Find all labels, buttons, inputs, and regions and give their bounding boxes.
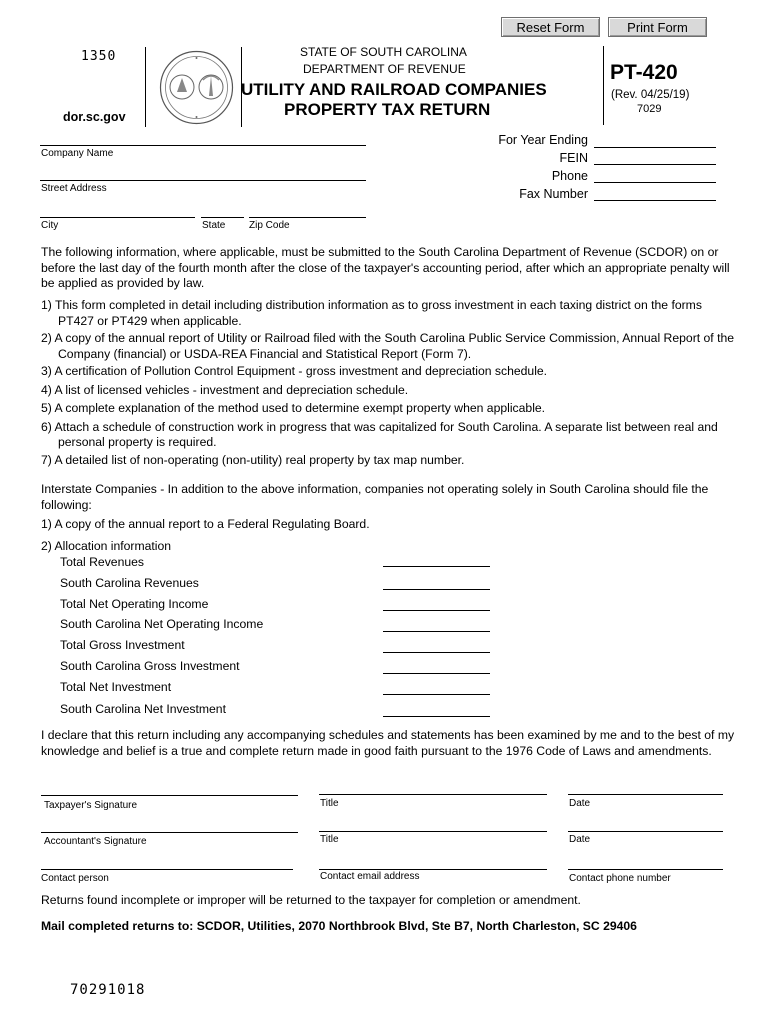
date-label-2: Date — [569, 834, 591, 845]
sc-net-operating-income-input[interactable] — [383, 618, 490, 632]
contact-person-input[interactable] — [41, 856, 293, 870]
state-seal-icon — [159, 50, 234, 125]
requirement-item: 3) A certification of Pollution Control Equipment - gross investment and depreciation schedule. — [41, 364, 548, 378]
year-ending-input[interactable] — [594, 134, 716, 148]
allocation-label: South Carolina Net Investment — [60, 702, 226, 716]
mailing-address: Mail completed returns to: SCDOR, Utilities, 2070 Northbrook Blvd, Ste B7, North Charleston, SC 29406 — [41, 919, 637, 933]
title-label-2: Title — [320, 834, 339, 845]
interstate-item-2: 2) Allocation information — [41, 539, 172, 553]
allocation-label: South Carolina Gross Investment — [60, 659, 240, 673]
contact-email-input[interactable] — [319, 856, 547, 870]
state-label: State — [202, 220, 226, 231]
state-input[interactable] — [201, 204, 244, 218]
fax-label: Fax Number — [519, 187, 588, 201]
form-id: PT-420 — [610, 61, 678, 84]
phone-input[interactable] — [594, 169, 716, 183]
sc-gross-investment-input[interactable] — [383, 660, 490, 674]
allocation-label: Total Gross Investment — [60, 638, 185, 652]
allocation-label: Total Net Operating Income — [60, 597, 209, 611]
street-address-input[interactable] — [40, 167, 366, 181]
accountant-signature-label: Accountant's Signature — [44, 836, 147, 847]
sc-net-investment-input[interactable] — [383, 703, 490, 717]
header-divider-left — [145, 47, 146, 127]
total-net-investment-input[interactable] — [383, 681, 490, 695]
footer-code: 70291018 — [70, 982, 146, 998]
form-title-line1: UTILITY AND RAILROAD COMPANIES — [241, 80, 547, 99]
date-input-2[interactable] — [568, 818, 723, 832]
requirements-list — [41, 298, 741, 468]
date-label-1: Date — [569, 798, 591, 809]
phone-label: Phone — [551, 169, 588, 183]
requirement-item: 1) This form completed in detail including distribution information as to gross investment in each taxing district on the forms PT427 or PT429 when applicable. — [41, 298, 702, 328]
year-ending-label: For Year Ending — [498, 133, 588, 147]
requirement-item: 6) Attach a schedule of construction work in progress that was capitalized for South Carolina. A separate list between real and personal property is required. — [41, 419, 718, 449]
contact-phone-input[interactable] — [568, 856, 723, 870]
form-code: 1350 — [81, 49, 117, 64]
form-number: 7029 — [637, 103, 662, 115]
city-label: City — [41, 220, 59, 231]
fax-input[interactable] — [594, 187, 716, 201]
city-input[interactable] — [40, 204, 195, 218]
accountant-signature-input[interactable] — [41, 819, 298, 833]
total-gross-investment-input[interactable] — [383, 639, 490, 653]
allocation-label: South Carolina Net Operating Income — [60, 617, 264, 631]
revision-date: (Rev. 04/25/19) — [611, 89, 690, 101]
allocation-label: South Carolina Revenues — [60, 576, 199, 590]
interstate-item-1: 1) A copy of the annual report to a Federal Regulating Board. — [41, 517, 370, 531]
print-form-button[interactable]: Print Form — [608, 17, 707, 37]
state-name: STATE OF SOUTH CAROLINA — [300, 45, 467, 59]
company-name-input[interactable] — [40, 132, 366, 146]
street-address-label: Street Address — [41, 183, 107, 194]
reset-form-button[interactable]: Reset Form — [501, 17, 600, 37]
zip-code-input[interactable] — [249, 204, 366, 218]
date-input-1[interactable] — [568, 781, 723, 795]
sc-revenues-input[interactable] — [383, 576, 490, 590]
interstate-paragraph: Interstate Companies - In addition to the above information, companies not operating solely in South Carolina should file the following: — [41, 482, 709, 512]
requirement-item: 2) A copy of the annual report of Utility or Railroad filed with the South Carolina Public Service Commission, Annual Report of the Company (financial) or USDA-REA Financial and Statistical Report (Form 7). — [41, 331, 735, 361]
website: dor.sc.gov — [63, 110, 126, 124]
returns-note: Returns found incomplete or improper will be returned to the taxpayer for completion or amendment. — [41, 893, 581, 907]
requirement-item: 5) A complete explanation of the method used to determine exempt property when applicable. — [41, 401, 546, 415]
requirement-item: 7) A detailed list of non-operating (non-utility) real property by tax map number. — [41, 452, 465, 467]
department-name: DEPARTMENT OF REVENUE — [303, 62, 466, 76]
title-label-1: Title — [320, 798, 339, 809]
taxpayer-signature-input[interactable] — [41, 782, 298, 796]
company-name-label: Company Name — [41, 148, 114, 159]
taxpayer-signature-label: Taxpayer's Signature — [44, 800, 138, 811]
form-title-line2: PROPERTY TAX RETURN — [284, 100, 491, 119]
intro-paragraph: The following information, where applicable, must be submitted to the South Carolina Department of Revenue (SCDOR) on or before the last day of the fourth month after the close of the taxpayer's accounting period, after which an appropriate penalty will be applied as provided by law. — [41, 245, 730, 290]
allocation-label: Total Net Investment — [60, 680, 172, 694]
fein-label: FEIN — [559, 151, 588, 165]
total-revenues-input[interactable] — [383, 553, 490, 567]
total-net-operating-income-input[interactable] — [383, 597, 490, 611]
title-input-1[interactable] — [319, 781, 547, 795]
contact-phone-label: Contact phone number — [569, 873, 671, 884]
contact-person-label: Contact person — [41, 873, 109, 884]
requirement-item: 4) A list of licensed vehicles - investment and depreciation schedule. — [41, 382, 409, 397]
contact-email-label: Contact email address — [320, 871, 420, 882]
zip-code-label: Zip Code — [249, 220, 290, 231]
title-input-2[interactable] — [319, 818, 547, 832]
fein-input[interactable] — [594, 151, 716, 165]
header-divider-right — [603, 46, 604, 125]
declaration-paragraph: I declare that this return including any accompanying schedules and statements has been examined by me and to the best of my knowledge and belief is a true and complete return made in good faith pursuant to the 1976 Code of Laws and amendments. — [41, 728, 735, 758]
allocation-label: Total Revenues — [60, 555, 145, 569]
